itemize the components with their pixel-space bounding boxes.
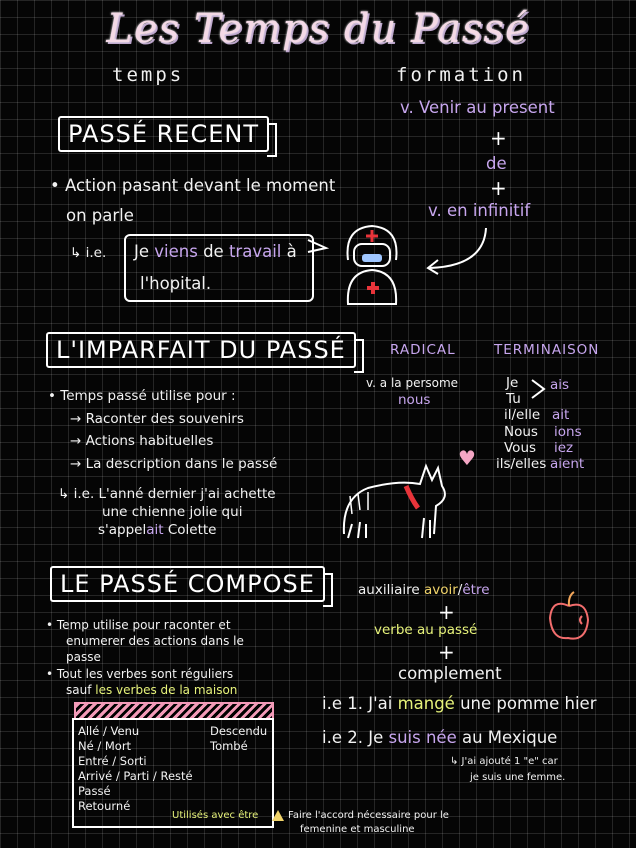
formation-venir: v. Venir au present xyxy=(400,98,555,117)
formation-auxiliaire xyxy=(358,582,490,598)
sauf-text: sauf xyxy=(66,683,96,697)
ex2-post: au Mexique xyxy=(456,728,558,747)
end-aient: aient xyxy=(550,456,585,472)
verbes-maison-highlight: les verbes de la maison xyxy=(95,683,238,697)
ex1-mange: mangé xyxy=(397,694,455,713)
imparfait-ex-3 xyxy=(98,522,216,538)
header-formation: formation xyxy=(396,64,526,86)
recent-def-1: • Action pasant devant le moment xyxy=(50,176,336,195)
passe-compose-title: LE PASSÉ COMPOSE xyxy=(50,566,325,602)
ex2-note-2: je suis une femme. xyxy=(470,772,566,783)
compose-def-3: passe xyxy=(66,650,101,664)
imparfait-use-3: → La description dans le passé xyxy=(70,456,278,472)
pron-tu: Tu xyxy=(506,391,521,407)
compose-example-1 xyxy=(322,694,597,713)
aux-label: auxiliaire xyxy=(358,582,424,598)
formation-plus-2: + xyxy=(490,176,507,200)
end-iez: iez xyxy=(554,440,574,456)
house-verbs-left xyxy=(78,724,193,814)
formation-complement: complement xyxy=(398,664,502,683)
recent-example-line1 xyxy=(134,242,297,261)
house-note: Utilisés avec être xyxy=(172,810,259,821)
compose-regle-2 xyxy=(66,683,237,697)
house-verb: Né / Mort xyxy=(78,739,132,753)
warning-text-2: femenine et masculine xyxy=(300,824,415,835)
formation-plus-1: + xyxy=(490,126,507,150)
formation-infinitif: v. en infinitif xyxy=(428,201,531,220)
house-verb: Entré / Sorti xyxy=(78,754,147,768)
aux-slash: / xyxy=(457,582,463,598)
recent-def-2: on parle xyxy=(66,206,134,225)
ex2-suis-nee: suis née xyxy=(388,728,457,747)
radical-rule: v. a la persome xyxy=(366,376,459,390)
formation-de: de xyxy=(486,154,507,173)
ex1-post: une pomme hier xyxy=(454,694,597,713)
formation-verbe-passe: verbe au passé xyxy=(374,622,478,638)
warning-icon xyxy=(272,810,284,821)
compose-def-1: • Temp utilise pour raconter et xyxy=(46,618,231,632)
imparfait-use-2: → Actions habituelles xyxy=(70,433,214,449)
recent-example-line2: l'hopital. xyxy=(140,274,212,293)
passe-recent-title: PASSÉ RECENT xyxy=(58,116,269,152)
aux-etre: être xyxy=(462,582,490,598)
house-verb: Allé / Venu xyxy=(78,724,140,738)
end-ions: ions xyxy=(554,424,582,440)
end-ais: ais xyxy=(550,377,570,393)
ex-word-a: à xyxy=(281,242,297,261)
page-title: Les Temps du Passé xyxy=(106,6,530,52)
house-verbs-right xyxy=(210,724,267,754)
house-verb: Passé xyxy=(78,784,111,798)
compose-regle-1: • Tout les verbes sont réguliers xyxy=(46,667,234,681)
imparfait-use: • Temps passé utilise pour : xyxy=(48,388,236,404)
ex-word-je: Je xyxy=(134,242,155,261)
ex-word-de: de xyxy=(197,242,229,261)
compose-def-2: enumerer des actions dans le xyxy=(66,634,244,648)
compose-plus-1: + xyxy=(438,600,455,624)
house-verb: Arrivé / Parti / Resté xyxy=(78,769,193,783)
compose-example-2 xyxy=(322,728,557,747)
ex-ait: ait xyxy=(146,522,164,538)
warning-text-1: Faire l'accord nécessaire pour le xyxy=(288,810,449,821)
imparfait-title: L'IMPARFAIT DU PASSÉ xyxy=(46,332,356,368)
speech-bubble-tail xyxy=(306,236,330,256)
ex-word-travail: travail xyxy=(228,242,282,261)
end-ait: ait xyxy=(552,407,570,423)
aux-avoir: avoir xyxy=(423,582,458,598)
pron-il: il/elle xyxy=(504,407,541,423)
pron-vous: Vous xyxy=(504,440,537,456)
heart-icon: ♥ xyxy=(458,446,476,470)
house-verb: Descendu xyxy=(210,724,268,738)
house-verb: Tombé xyxy=(210,739,248,753)
pron-nous: Nous xyxy=(504,424,538,440)
header-temps: temps xyxy=(112,64,185,86)
pron-je: Je xyxy=(506,375,519,391)
terminaison-header: TERMINAISON xyxy=(494,342,600,358)
bracket-icon xyxy=(530,378,548,402)
imparfait-ex-1: ↳ i.e. L'anné dernier j'ai achette xyxy=(58,486,276,502)
radical-nous: nous xyxy=(398,392,431,408)
house-verb: Retourné xyxy=(78,799,131,813)
dog-doodle-icon xyxy=(338,458,456,544)
pron-ils: ils/elles xyxy=(496,456,547,472)
arrow-curve-icon xyxy=(420,226,500,276)
ex2-pre: i.e 2. Je xyxy=(322,728,389,747)
ex-sappel: s'appel xyxy=(98,522,147,538)
imparfait-ex-2: une chienne jolie qui xyxy=(102,504,243,520)
ex2-note-1: ↳ J'ai ajouté 1 "e" car xyxy=(450,756,558,767)
recent-ie-label: ↳ i.e. xyxy=(70,245,107,261)
apple-icon xyxy=(546,590,592,644)
imparfait-use-1: → Raconter des souvenirs xyxy=(70,411,244,427)
compose-plus-2: + xyxy=(438,640,455,664)
ex-word-viens: viens xyxy=(154,242,198,261)
radical-header: RADICAL xyxy=(390,342,456,358)
ex-colette: Colette xyxy=(163,522,217,538)
ex1-pre: i.e 1. J'ai xyxy=(322,694,398,713)
nurse-doodle-icon xyxy=(334,214,410,310)
